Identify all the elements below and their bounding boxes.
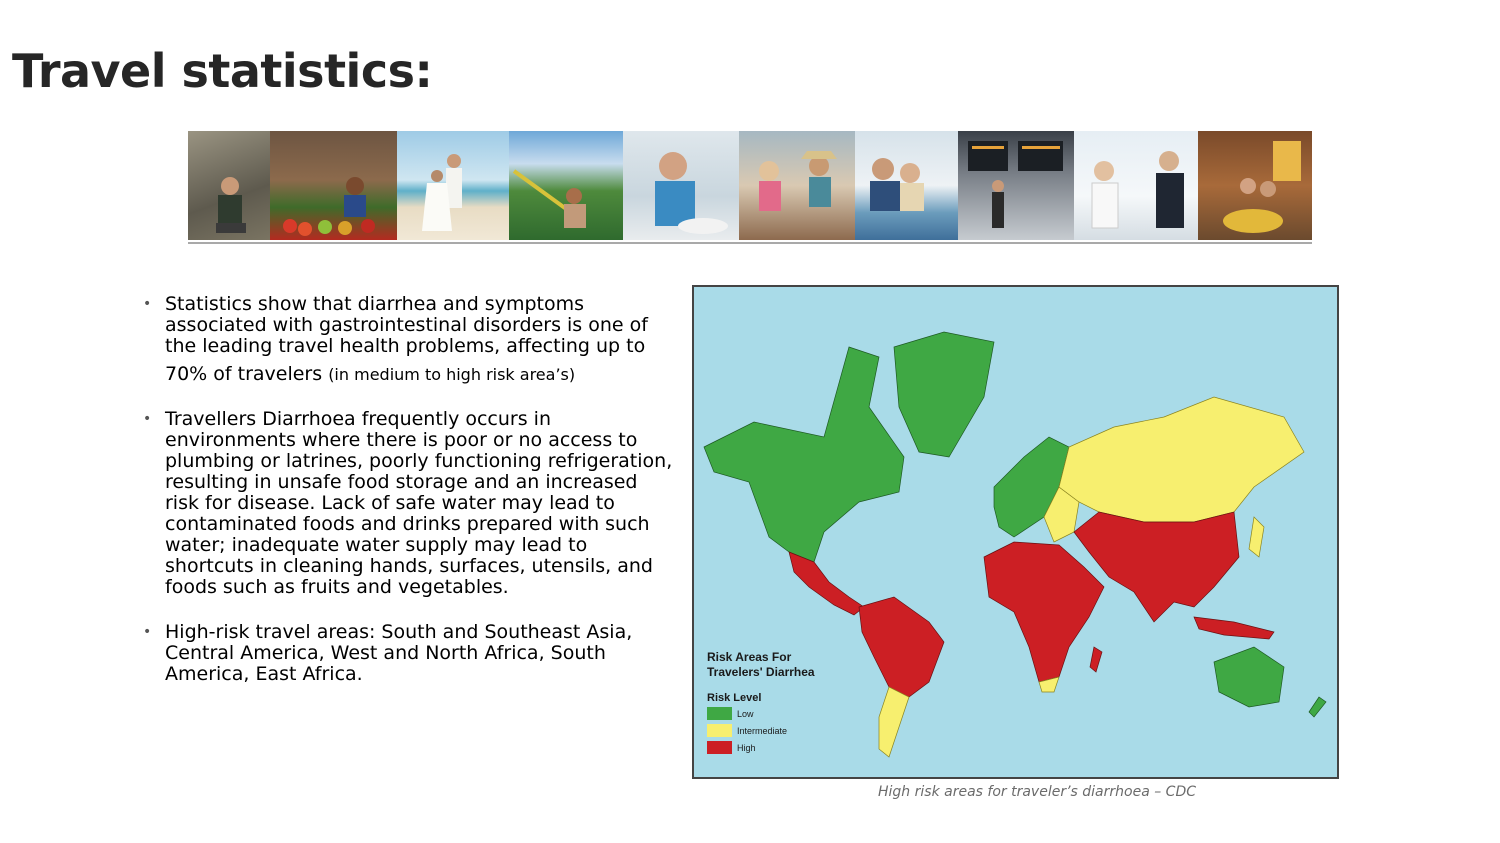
bullet-line: the leading travel health problems, affecting up to	[165, 335, 646, 357]
south-america-region	[859, 597, 944, 707]
bullet-line: risk for disease. Lack of safe water may lead to	[165, 492, 615, 514]
japan-region	[1249, 517, 1264, 557]
bullet-line: America, East Africa.	[165, 663, 363, 685]
legend-title-line1: Risk Areas For	[707, 650, 792, 664]
bullet-line: plumbing or latrines, poorly functioning refrigeration,	[165, 450, 673, 472]
legend-high-label: High	[737, 743, 756, 753]
world-map-graphic	[694, 287, 1337, 777]
bullet-dot: •	[143, 296, 152, 312]
bullet-item	[143, 409, 683, 598]
bullet-list	[143, 294, 683, 709]
north-america-region	[704, 347, 904, 562]
greenland-region	[894, 332, 994, 457]
map-caption: High risk areas for traveler’s diarrhoea – CDC	[878, 784, 1197, 800]
airport-departures-photo	[958, 131, 1074, 240]
bullet-line: High-risk travel areas: South and Southeast Asia,	[165, 621, 633, 643]
bullet-line: water; inadequate water supply may lead to	[165, 534, 588, 556]
bullet-line: contaminated foods and drinks prepared with such	[165, 513, 650, 535]
traveler-in-ruins-photo	[188, 131, 270, 240]
southern-cone-region	[879, 687, 909, 757]
legend-intermediate-label: Intermediate	[737, 726, 788, 736]
bullet-line: associated with gastrointestinal disorders is one of	[165, 314, 648, 336]
bullet-dot: •	[143, 411, 152, 427]
legend-high-swatch	[707, 741, 732, 754]
risk-map	[692, 285, 1339, 779]
bullet-line: Travellers Diarrhoea frequently occurs in	[165, 408, 551, 430]
bullet-note: (in medium to high risk area’s)	[328, 365, 576, 384]
bullet-line: Statistics show that diarrhea and symptoms	[165, 293, 584, 315]
bullet-item	[143, 622, 683, 685]
australia-region	[1214, 647, 1284, 707]
indonesia-region	[1194, 617, 1274, 639]
legend-title-line2: Travelers' Diarrhea	[707, 665, 815, 679]
legend-low-label: Low	[737, 709, 754, 719]
madagascar-region	[1090, 647, 1102, 672]
fruit-market-photo	[270, 131, 397, 240]
new-zealand-region	[1309, 697, 1326, 717]
group-dining-photo	[739, 131, 855, 240]
couple-on-cruise-photo	[855, 131, 958, 240]
legend-risk-level-label: Risk Level	[707, 692, 762, 704]
bullet-line: 70% of travelers	[165, 363, 323, 385]
bullet-item	[143, 294, 683, 385]
beach-wedding-photo	[397, 131, 509, 240]
bullet-line: shortcuts in cleaning hands, surfaces, utensils, and	[165, 555, 653, 577]
bullet-line: Central America, West and North Africa, South	[165, 642, 606, 664]
slide-title: Travel statistics:	[12, 44, 433, 98]
map-legend	[707, 650, 815, 754]
bullet-dot: •	[143, 624, 152, 640]
asia-high-risk-region	[1074, 512, 1239, 622]
legend-low-swatch	[707, 707, 732, 720]
central-america-region	[789, 552, 864, 615]
photo-banner	[188, 131, 1312, 244]
scooter-couple-photo	[1198, 131, 1312, 240]
bullet-line: foods such as fruits and vegetables.	[165, 576, 509, 598]
kayak-river-photo	[509, 131, 623, 240]
africa-region	[984, 542, 1104, 682]
business-handshake-photo	[1074, 131, 1198, 240]
legend-intermediate-swatch	[707, 724, 732, 737]
russia-region	[1059, 397, 1304, 522]
bullet-line: resulting in unsafe food storage and an increased	[165, 471, 638, 493]
man-eating-noodles-photo	[623, 131, 739, 240]
bullet-line: environments where there is poor or no access to	[165, 429, 638, 451]
